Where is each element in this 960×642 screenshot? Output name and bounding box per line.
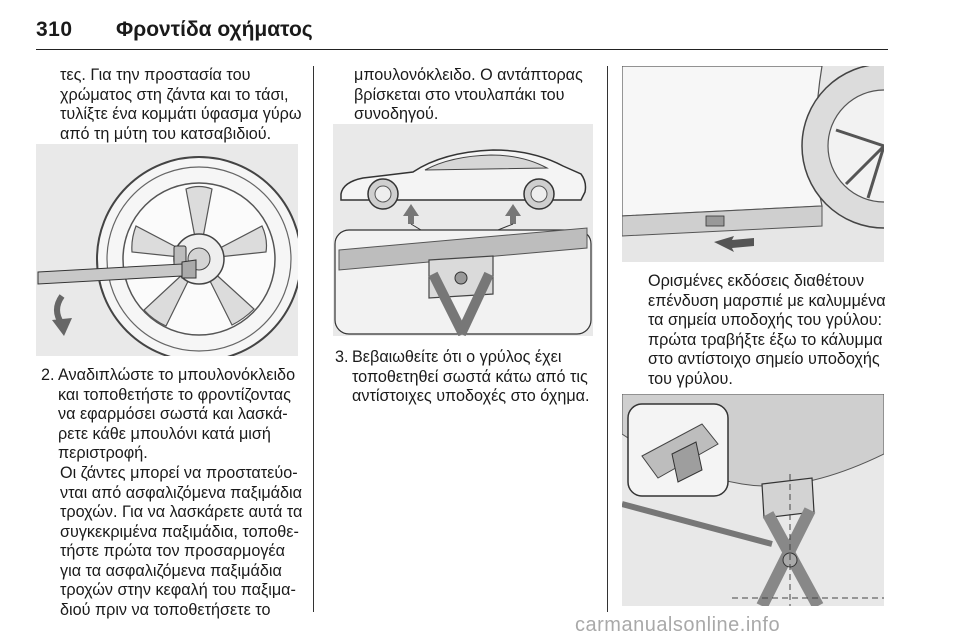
step-number: 2.	[41, 366, 55, 384]
text-line: Βεβαιωθείτε ότι ο γρύλος έχει	[352, 348, 562, 366]
text-line: αντίστοιχες υποδοχές στο όχημα.	[352, 387, 590, 405]
text-line: συνοδηγού.	[354, 105, 439, 123]
text-line: τοποθετηθεί σωστά κάτω από τις	[352, 367, 588, 386]
text-line: συγκεκριμένα παξιμάδια, τοποθε-	[60, 522, 299, 541]
jack-closeup-svg	[622, 394, 884, 606]
text-line: τροχών στην κεφαλή του παξιμα-	[60, 581, 296, 599]
text-line: τα σημεία υποδοχής του γρύλου:	[648, 311, 883, 329]
text-line: πρώτα τραβήξτε έξω το κάλυμμα	[648, 330, 883, 349]
text-line: στο αντίστοιχο σημείο υποδοχής	[648, 350, 880, 368]
step-text	[352, 348, 590, 407]
text-line: από τη μύτη του κατσαβιδιού.	[60, 124, 272, 143]
watermark-text: carmanualsonline.info	[575, 614, 781, 636]
text-line: του γρύλου.	[648, 369, 733, 388]
text-line: Αναδιπλώστε το μπουλονόκλειδο	[58, 366, 296, 384]
jack-position-svg	[333, 124, 593, 336]
text-line: διού πριν να τοποθετήσετε το	[60, 600, 271, 619]
page-header	[0, 0, 960, 52]
wheel-wrench-svg	[36, 144, 298, 356]
column-divider-2	[607, 66, 608, 612]
text-line: επένδυση μαρσπιέ με καλυμμένα	[648, 291, 886, 310]
text-line: μπουλονόκλειδο. Ο αντάπτορας	[354, 66, 583, 84]
col3-note-paragraph	[648, 272, 886, 389]
text-line: νται από ασφαλιζόμενα παξιμάδια	[60, 483, 302, 502]
col1-note-paragraph	[60, 464, 302, 620]
text-line: να εφαρμόσει σωστά και λασκά-	[58, 405, 288, 423]
wheel-wrench-illustration	[36, 144, 298, 356]
text-line: και τοποθετήστε το φροντίζοντας	[58, 385, 291, 404]
page-number: 310	[36, 18, 73, 41]
step-2	[41, 366, 311, 466]
text-line: τήστε πρώτα τον προσαρμογέα	[60, 542, 285, 560]
header-rule	[36, 49, 888, 50]
text-line: Ορισμένες εκδόσεις διαθέτουν	[648, 272, 865, 290]
step-text	[58, 366, 295, 464]
jack-position-illustration	[333, 124, 593, 336]
jack-closeup-illustration	[622, 394, 884, 606]
text-line: βρίσκεται στο ντουλαπάκι του	[354, 85, 565, 104]
text-line: χρώματος στη ζάντα και το τάσι,	[60, 85, 289, 104]
text-line: για τα ασφαλιζόμενα παξιμάδια	[60, 561, 282, 580]
col2-intro-paragraph	[354, 66, 583, 125]
text-line: τροχών. Για να λασκάρετε αυτά τα	[60, 503, 303, 521]
text-line: περιστροφή.	[58, 444, 148, 462]
col1-intro-paragraph	[60, 66, 302, 144]
text-line: τυλίξτε ένα κομμάτι ύφασμα γύρω	[60, 105, 302, 123]
text-line: τες. Για την προστασία του	[60, 66, 251, 84]
page-title: Φροντίδα οχήματος	[116, 18, 313, 41]
text-line: Οι ζάντες μπορεί να προστατεύο-	[60, 464, 298, 482]
step-3	[335, 348, 607, 408]
step-number: 3.	[335, 348, 349, 366]
text-line: ρετε κάθε μπουλόνι κατά μισή	[58, 424, 271, 443]
rocker-cover-svg	[622, 66, 884, 262]
column-divider-1	[313, 66, 314, 612]
rocker-cover-illustration	[622, 66, 884, 262]
